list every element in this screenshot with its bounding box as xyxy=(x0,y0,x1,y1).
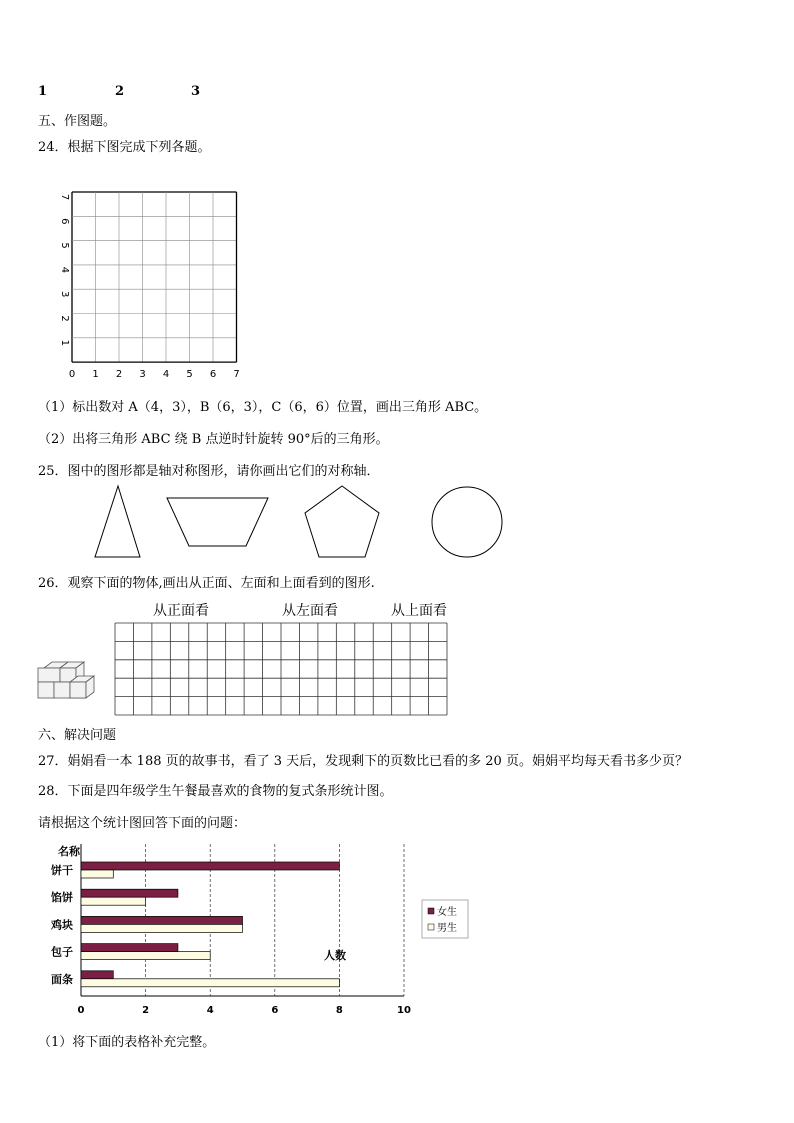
food-bar-chart xyxy=(36,838,496,1028)
q28-title: 28．下面是四年级学生午餐最喜欢的食物的复式条形统计图。 xyxy=(38,784,393,799)
view-label-left: 从左面看 xyxy=(282,603,338,619)
q27-text: 27．娟娟看一本 188 页的故事书，看了 3 天后，发现剩下的页数比已看的多 20 页。娟娟平均每天看书多少页？ xyxy=(38,754,688,769)
chart-legend xyxy=(422,900,468,938)
chart-category-label: 面条 xyxy=(51,972,73,986)
chart-category-label: 包子 xyxy=(51,945,73,959)
top-number-2: 2 xyxy=(115,84,125,99)
bar-female xyxy=(81,862,339,870)
chart-xlabel: 人数 xyxy=(324,949,346,962)
view-label-top: 从上面看 xyxy=(391,603,447,619)
grid-y-tick: 4 xyxy=(59,266,70,274)
grid-x-ticks xyxy=(69,369,240,380)
grid-x-tick: 0 xyxy=(68,369,76,381)
grid-x-tick: 4 xyxy=(162,369,170,381)
cube-object xyxy=(36,660,106,710)
pentagon xyxy=(305,486,379,557)
grid-y-ticks xyxy=(59,194,70,346)
chart-x-tick-label: 0 xyxy=(77,1005,85,1016)
bar-female xyxy=(81,971,113,979)
grid-y-tick: 3 xyxy=(59,291,70,298)
chart-category-labels xyxy=(50,863,73,986)
trapezoid xyxy=(167,498,268,546)
bar-male xyxy=(81,924,243,932)
grid-y-tick: 6 xyxy=(59,218,70,225)
q28-sub1: （1）将下面的表格补充完整。 xyxy=(38,1035,216,1050)
section5-heading: 五、作图题。 xyxy=(38,114,117,129)
bar-female xyxy=(81,944,178,952)
q28-prompt: 请根据这个统计图回答下面的问题： xyxy=(38,816,247,831)
symmetric-shapes xyxy=(90,484,610,564)
grid-lines xyxy=(72,192,237,362)
grid-y-tick: 5 xyxy=(59,242,70,249)
chart-category-label: 鸡块 xyxy=(51,918,73,932)
top-number-3: 3 xyxy=(191,84,201,99)
isosceles-triangle xyxy=(95,486,140,557)
grid-y-tick: 7 xyxy=(59,193,70,201)
bar-male xyxy=(81,870,113,878)
grid-x-tick: 3 xyxy=(139,369,146,381)
top-number-1: 1 xyxy=(38,84,48,99)
chart-category-label: 饼干 xyxy=(51,864,73,877)
chart-x-tick-label: 6 xyxy=(271,1005,279,1016)
chart-x-tick-label: 2 xyxy=(142,1005,150,1016)
legend-swatch-male xyxy=(428,924,434,930)
bar-female xyxy=(81,889,178,897)
circle xyxy=(432,487,502,557)
coordinate-grid xyxy=(50,180,270,381)
chart-x-ticks xyxy=(78,1005,411,1016)
drawing-grid-lines xyxy=(115,623,447,715)
view-label-front: 从正面看 xyxy=(153,603,209,619)
q25-title: 25．图中的图形都是轴对称图形，请你画出它们的对称轴． xyxy=(38,464,380,479)
legend-label-male: 男生 xyxy=(437,923,457,934)
drawing-grid xyxy=(114,620,454,718)
grid-x-tick: 7 xyxy=(233,369,240,381)
section6-heading: 六、解决问题 xyxy=(38,728,117,743)
bar-male xyxy=(81,979,339,987)
chart-x-tick-label: 8 xyxy=(335,1005,343,1016)
grid-x-tick: 6 xyxy=(209,369,217,381)
q24-title: 24．根据下图完成下列各题。 xyxy=(38,140,211,155)
chart-x-tick-label: 4 xyxy=(206,1005,214,1016)
bar-male xyxy=(81,952,210,960)
bar-female xyxy=(81,916,243,924)
q24-sub2: （2）出将三角形 ABC 绕 B 点逆时针旋转 90°后的三角形。 xyxy=(38,432,389,447)
legend-swatch-female xyxy=(428,908,434,914)
grid-x-tick: 2 xyxy=(115,369,123,381)
chart-ylabel: 名称 xyxy=(58,845,80,858)
grid-x-tick: 5 xyxy=(186,369,193,381)
legend-label-female: 女生 xyxy=(437,907,457,918)
chart-x-tick-label: 10 xyxy=(397,1005,411,1016)
q24-sub1: （1）标出数对 A（4，3），B（6，3），C（6，6）位置，画出三角形 ABC。 xyxy=(38,400,488,415)
grid-y-tick: 2 xyxy=(59,315,70,322)
q26-title: 26．观察下面的物体,画出从正面、左面和上面看到的图形. xyxy=(38,576,375,591)
chart-category-label: 馅饼 xyxy=(51,891,73,905)
bar-male xyxy=(81,897,146,905)
grid-y-tick: 1 xyxy=(59,339,70,346)
grid-x-tick: 1 xyxy=(92,369,99,381)
